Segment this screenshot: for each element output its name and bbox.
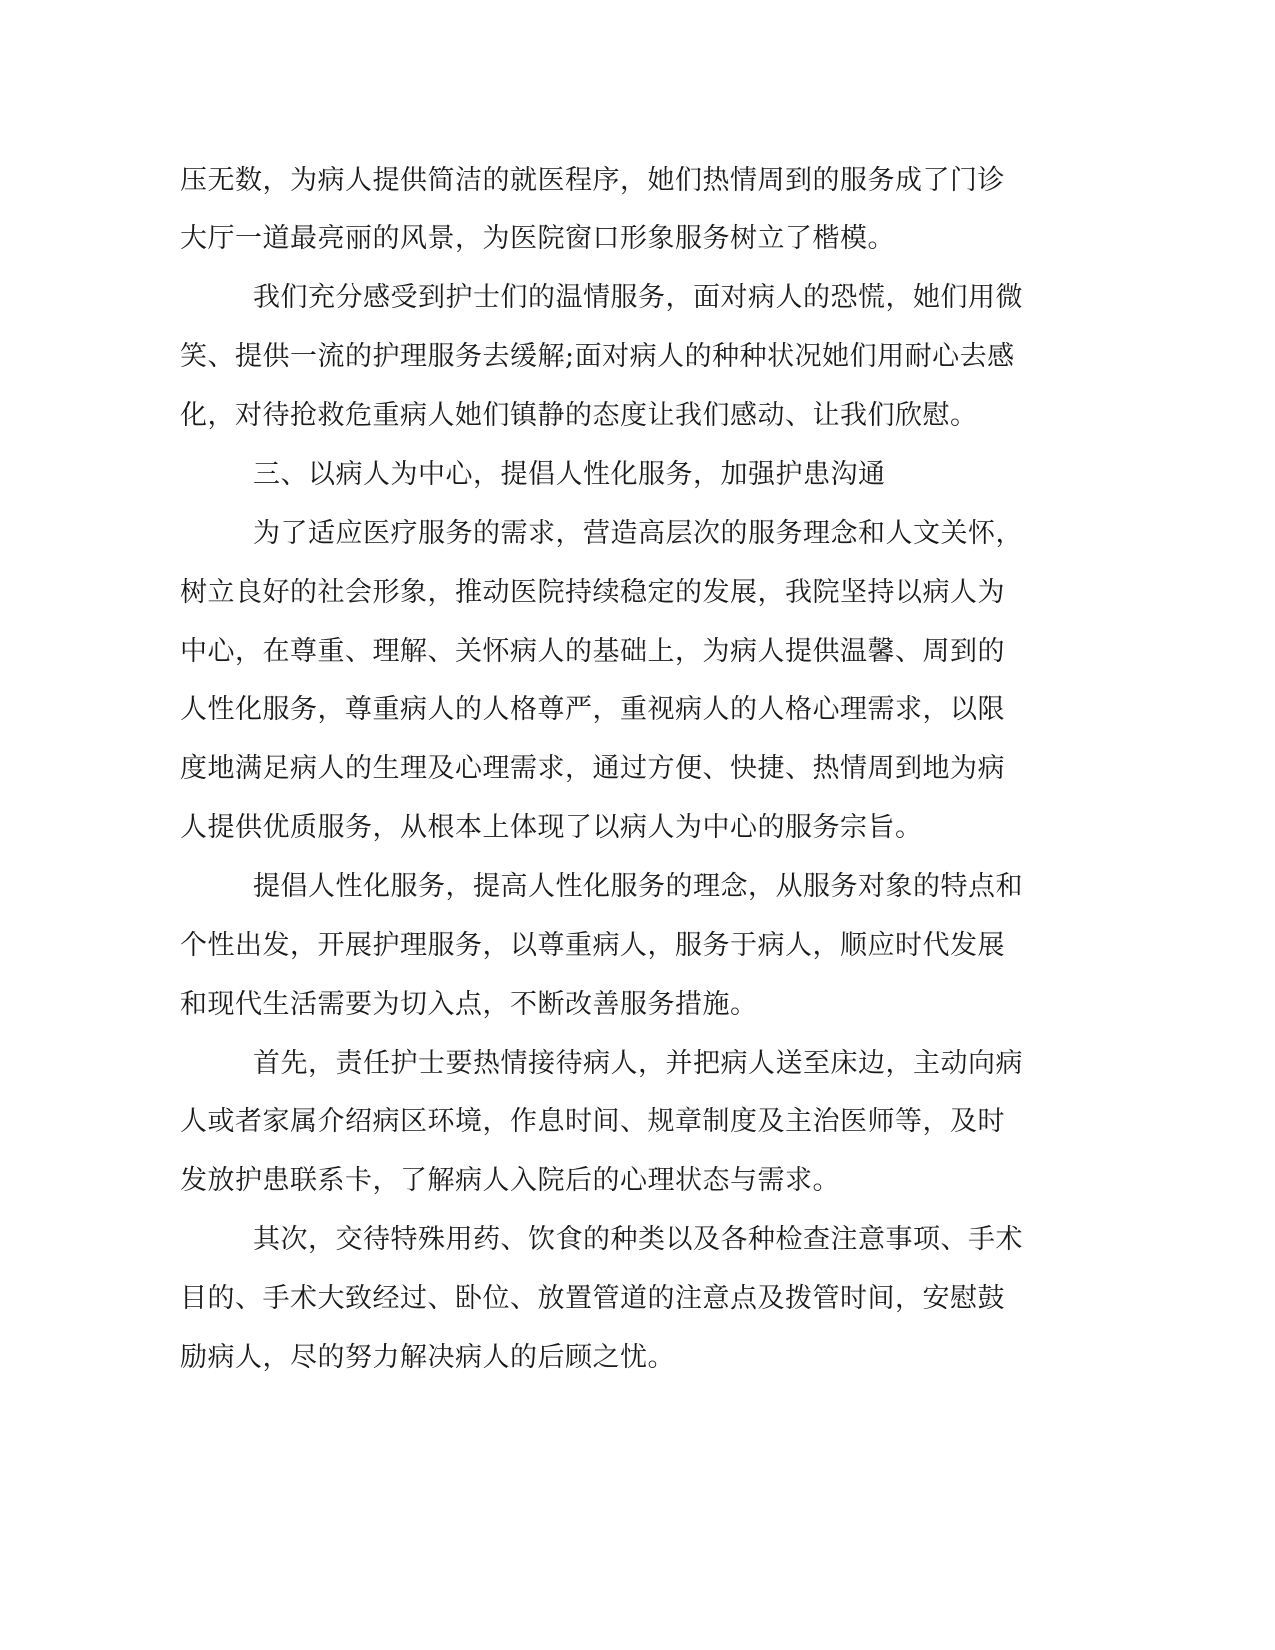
text-line: 人提供优质服务，从根本上体现了以病人为中心的服务宗旨。 <box>180 812 923 843</box>
text-line: 人性化服务，尊重病人的人格尊严，重视病人的人格心理需求，以限 <box>180 694 1005 725</box>
text-line: 励病人，尽的努力解决病人的后顾之忧。 <box>180 1342 675 1373</box>
text-line: 压无数，为病人提供简洁的就医程序，她们热情周到的服务成了门诊 <box>180 165 1005 196</box>
section-heading: 三、以病人为中心，提倡人性化服务，加强护患沟通 <box>253 459 886 490</box>
text-line: 个性出发，开展护理服务，以尊重病人，服务于病人，顺应时代发展 <box>180 930 1005 961</box>
text-line: 中心，在尊重、理解、关怀病人的基础上，为病人提供温馨、周到的 <box>180 636 1005 667</box>
text-line: 化，对待抢救危重病人她们镇静的态度让我们感动、让我们欣慰。 <box>180 400 978 431</box>
text-line: 树立良好的社会形象，推动医院持续稳定的发展，我院坚持以病人为 <box>180 577 1005 608</box>
text-line: 和现代生活需要为切入点，不断改善服务措施。 <box>180 989 758 1020</box>
text-line: 度地满足病人的生理及心理需求，通过方便、快捷、热情周到地为病 <box>180 753 1005 784</box>
paragraph-start: 为了适应医疗服务的需求，营造高层次的服务理念和人文关怀， <box>253 518 1023 549</box>
text-line: 笑、提供一流的护理服务去缓解;面对病人的种种状况她们用耐心去感 <box>180 341 1015 372</box>
paragraph-start: 其次，交待特殊用药、饮食的种类以及各种检查注意事项、手术 <box>253 1224 1023 1255</box>
text-line: 发放护患联系卡，了解病人入院后的心理状态与需求。 <box>180 1165 840 1196</box>
paragraph-start: 首先，责任护士要热情接待病人，并把病人送至床边，主动向病 <box>253 1048 1023 1079</box>
text-line: 人或者家属介绍病区环境，作息时间、规章制度及主治医师等，及时 <box>180 1106 1005 1137</box>
text-line: 大厅一道最亮丽的风景，为医院窗口形象服务树立了楷模。 <box>180 223 895 254</box>
text-line: 目的、手术大致经过、卧位、放置管道的注意点及拨管时间，安慰鼓 <box>180 1283 1005 1314</box>
paragraph-start: 提倡人性化服务，提高人性化服务的理念，从服务对象的特点和 <box>253 871 1023 902</box>
paragraph-start: 我们充分感受到护士们的温情服务，面对病人的恐慌，她们用微 <box>253 282 1023 313</box>
